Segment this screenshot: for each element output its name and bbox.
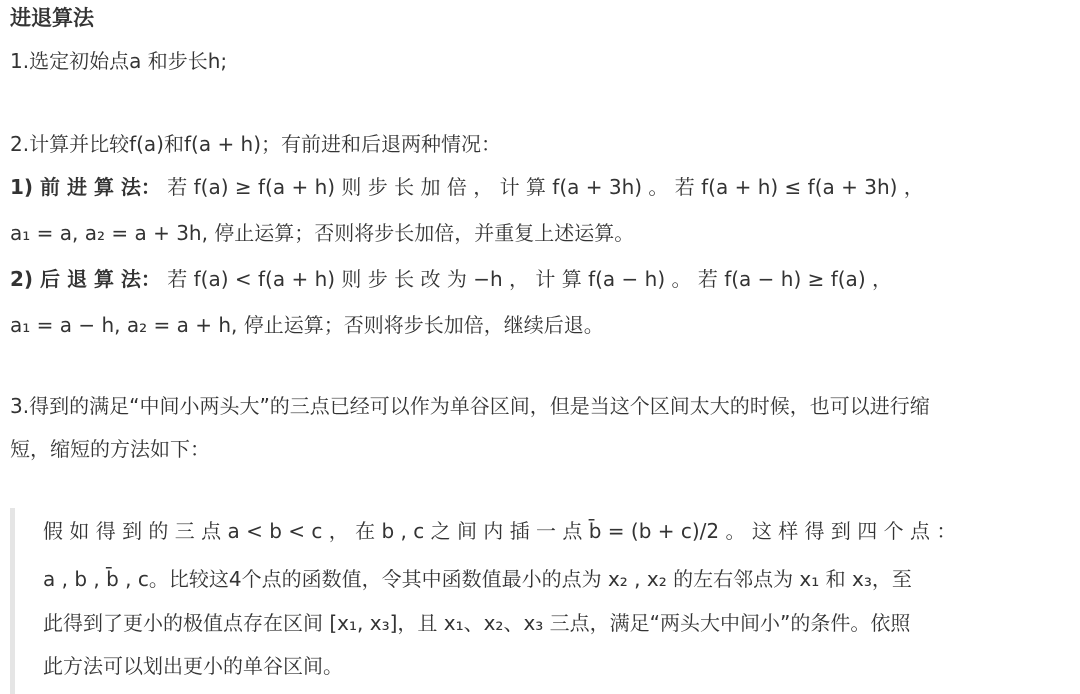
backward-line-2: a₁ = a − h, a₂ = a + h, 停止运算；否则将步长加倍，继续后退。	[10, 313, 604, 337]
step-2: 2.计算并比较f(a)和f(a + h)；有前进和后退两种情况：	[10, 132, 502, 156]
doc-title: 进退算法	[10, 6, 94, 30]
forward-label: 1) 前 进 算 法：	[10, 175, 161, 199]
forward-line-1	[10, 172, 924, 202]
quote-line-2: a , b , b̄ , c。比较这4个点的函数值，令其中函数值最小的点为 x₂ , x₂ 的左右邻点为 x₁ 和 x₃，至	[43, 567, 912, 591]
step-1: 1.选定初始点a 和步长h;	[10, 49, 228, 73]
forward-condition: 若 f(a) ≥ f(a + h) 则 步 长 加 倍 ， 计 算 f(a + 3h) 。 若 f(a + h) ≤ f(a + 3h) ，	[167, 175, 924, 199]
step-3-line-2: 短，缩短的方法如下：	[10, 437, 210, 461]
backward-label: 2) 后 退 算 法：	[10, 267, 161, 291]
step-3-line-1: 3.得到的满足“中间小两头大”的三点已经可以作为单谷区间，但是当这个区间太大的时候，也可以进行缩	[10, 394, 930, 418]
quote-line-1: 假 如 得 到 的 三 点 a < b < c ， 在 b , c 之 间 内 插 一 点 b̄ = (b + c)/2 。 这 样 得 到 四 个 点 ：	[43, 519, 957, 543]
backward-condition: 若 f(a) < f(a + h) 则 步 长 改 为 −h ， 计 算 f(a − h) 。 若 f(a − h) ≥ f(a) ，	[167, 267, 892, 291]
quote-line-3: 此得到了更小的极值点存在区间 [x₁, x₃]，且 x₁、x₂、x₃ 三点，满足“两头大中间小”的条件。依照	[43, 611, 911, 635]
backward-line-1	[10, 264, 892, 294]
blockquote	[10, 508, 1070, 694]
forward-line-2: a₁ = a, a₂ = a + 3h, 停止运算；否则将步长加倍，并重复上述运算。	[10, 221, 635, 245]
quote-line-4: 此方法可以划出更小的单谷区间。	[43, 654, 343, 678]
